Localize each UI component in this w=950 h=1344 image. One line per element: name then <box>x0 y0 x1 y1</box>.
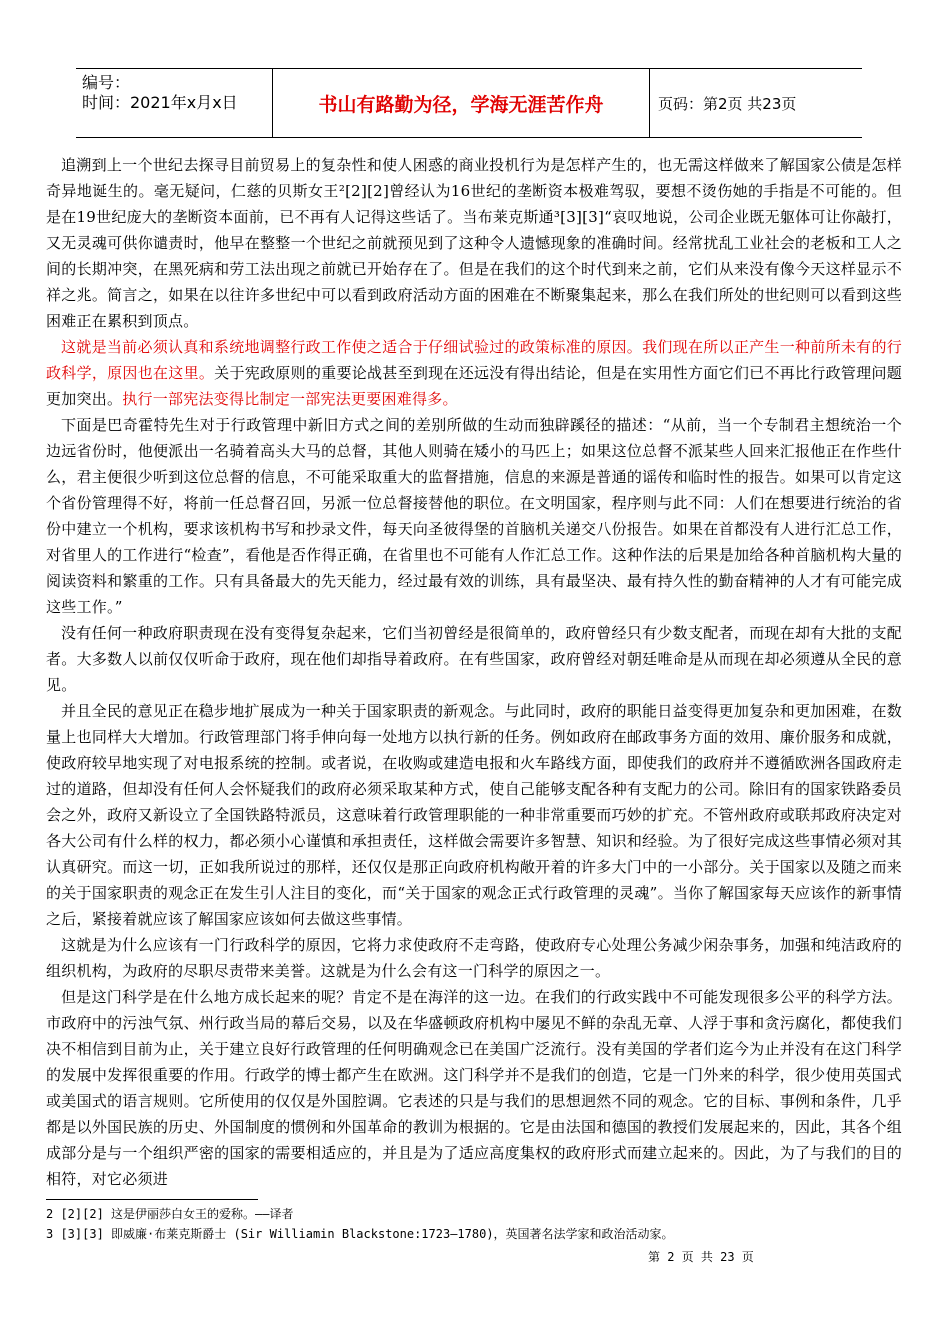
highlighted-text: 执行一部宪法变得比制定一部宪法更要困难得多。 <box>122 390 458 408</box>
page-footer: 第 2 页 共 23 页 <box>648 1250 754 1264</box>
footnote-2: 2 [2][2] 这是伊丽莎白女王的爱称。——译者 <box>46 1207 294 1221</box>
paragraph-5: 并且全民的意见正在稳步地扩展成为一种关于国家职责的新观念。与此同时，政府的职能日益变得更加复杂和更加困难，在数量上也同样大大增加。行政管理部门将手伸向每一处地方以执行新的任务。例如政府在邮政事务方面的效用、廉价服务和成就，使政府较早地实现了对电报系统的控制。或者说，在收购或建造电报和火车路线方面，即使我们的政府并不遵循欧洲各国政府走过的道路，但却没有任何人会怀疑我们的政府必须采取某种方式，使自己能够支配各种有支配力的公司。除旧有的国家铁路委员会之外，政府又新设立了全国铁路特派员，这意味着行政管理职能的一种非常重要而巧妙的扩充。不管州政府或联邦政府决定对各大公司有什么样的权力，都必须小心谨慎和承担责任，这样做会需要许多智慧、知识和经验。为了很好完成这些事情必须对其认真研究。而这一切，正如我所说过的那样，还仅仅是那正向政府机构敞开着的许多大门中的一小部分。关于国家以及随之而来的关于国家职责的观念正在发生引人注目的变化，而“关于国家的观念正式行政管理的灵魂”。当你了解国家每天应该作的新事情之后，紧接着就应该了解国家应该如何去做这些事情。 <box>46 702 902 928</box>
header-info-cell <box>76 69 273 137</box>
footnote-divider <box>46 1199 258 1200</box>
document-time-label: 时间：2021年x月x日 <box>82 93 238 112</box>
paragraph-7: 但是这门科学是在什么地方成长起来的呢？肯定不是在海洋的这一边。在我们的行政实践中不可能发现很多公平的科学方法。市政府中的污浊气氛、州行政当局的幕后交易，以及在华盛顿政府机构中屡见不鲜的杂乱无章、人浮于事和贪污腐化，都使我们决不相信到目前为止，关于建立良好行政管理的任何明确观念已在美国广泛流行。没有美国的学者们迄今为止并没有在这门科学的发展中发挥很重要的作用。行政学的博士都产生在欧洲。这门科学并不是我们的创造，它是一门外来的科学，很少使用英国式或美国式的语言规则。它所使用的仅仅是外国腔调。它表述的只是与我们的思想迥然不同的观念。它的目标、事例和条件，几乎都是以外国民族的历史、外国制度的惯例和外国革命的教训为根据的。它是由法国和德国的教授们发展起来的，因此，其各个组成部分是与一个组织严密的国家的需要相适应的，并且是为了适应高度集权的政府形式而建立起来的。因此，为了与我们的目的相符，对它必须进 <box>46 988 902 1188</box>
document-number-label: 编号： <box>82 73 131 92</box>
paragraph-6: 这就是为什么应该有一门行政科学的原因，它将力求使政府不走弯路，使政府专心处理公务减少闲杂事务，加强和纯洁政府的组织机构，为政府的尽职尽责带来美誉。这就是为什么会有这一门科学的原因之一。 <box>46 936 902 980</box>
paragraph-4: 没有任何一种政府职责现在没有变得复杂起来，它们当初曾经是很简单的，政府曾经只有少数支配者，而现在却有大批的支配者。大多数人以前仅仅听命于政府，现在他们却指导着政府。在有些国家，政府曾经对朝廷唯命是从而现在却必须遵从全民的意见。 <box>46 624 902 694</box>
page-header <box>76 68 862 138</box>
highlighted-text: 这就是当前必须认真和系统地调整行政工作使之适合于仔细试验过的政策标准的原因。我们现在所以正产生一种前所未有的行政科学，原因也在这里。 <box>46 338 902 382</box>
paragraph-2 <box>46 334 902 412</box>
footnote-3: 3 [3][3] 即威廉·布莱克斯爵士 (Sir Williamin Blackstone:1723—1780)，英国著名法学家和政治活动家。 <box>46 1227 674 1241</box>
document-body <box>46 152 902 1192</box>
header-motto: 书山有路勤为径，学海无涯苦作舟 <box>273 69 650 137</box>
paragraph-3: 下面是巴奇霍特先生对于行政管理中新旧方式之间的差别所做的生动而独辟蹊径的描述：“从前，当一个专制君主想统治一个边远省份时，他便派出一名骑着高头大马的总督，其他人则骑在矮小的马匹上；如果这位总督不派某些人回来汇报他正在作些什么，君主便很少听到这位总督的信息，不可能采取重大的监督措施，信息的来源是普通的谣传和临时性的报告。如果可以肯定这个省份管理得不好，将前一任总督召回，另派一位总督接替他的职位。在文明国家，程序则与此不同：人们在想要进行统治的省份中建立一个机构，要求该机构书写和抄录文件，每天向圣彼得堡的首脑机关递交八份报告。如果在首都没有人进行汇总工作，对省里人的工作进行“检查”，看他是否作得正确，在省里也不可能有人作汇总工作。这种作法的后果是加给各种首脑机构大量的阅读资料和繁重的工作。只有具备最大的先天能力，经过最有效的训练，具有最坚决、最有持久性的勤奋精神的人才有可能完成这些工作。” <box>46 416 902 616</box>
header-page-number: 页码：第2页 共23页 <box>658 94 797 113</box>
paragraph-1: 追溯到上一个世纪去探寻目前贸易上的复杂性和使人困惑的商业投机行为是怎样产生的，也无需这样做来了解国家公债是怎样奇异地诞生的。毫无疑问，仁慈的贝斯女王²[2][2]曾经认为16世纪的垄断资本极难驾驭，要想不烫伤她的手指是不可能的。但是在19世纪庞大的垄断资本面前，已不再有人记得这些话了。当布莱克斯通³[3][3]“哀叹地说，公司企业既无躯体可让你敲打，又无灵魂可供你谴责时，他早在整整一个世纪之前就预见到了这种令人遗憾现象的准确时间。经常扰乱工业社会的老板和工人之间的长期冲突，在黑死病和劳工法出现之前就已开始存在了。但是在我们的这个时代到来之前，它们从来没有像今天这样显示不祥之兆。简言之，如果在以往许多世纪中可以看到政府活动方面的困难在不断聚集起来，那么在我们所处的世纪则可以看到这些困难正在累积到顶点。 <box>46 156 902 330</box>
paragraph-text: 关于宪政原则的重要论战甚至到现在还远没有得出结论，但是在实用性方面它们已不再比行政管理问题更加突出。 <box>46 364 902 408</box>
